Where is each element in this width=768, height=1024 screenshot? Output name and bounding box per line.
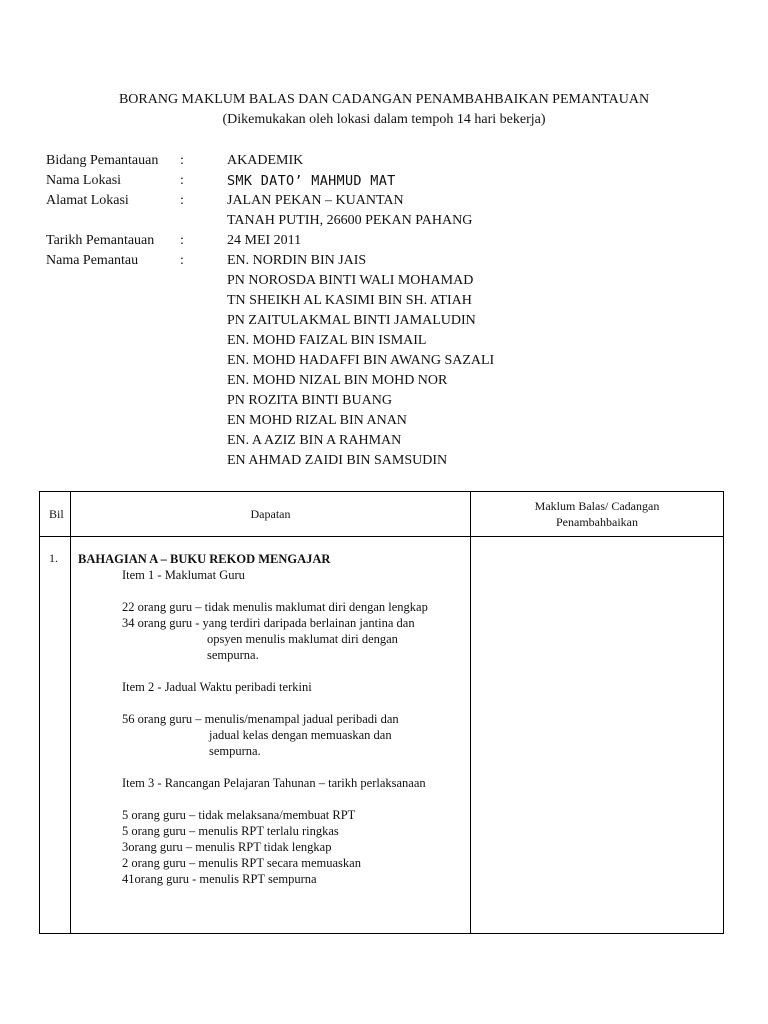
header-dapatan: Dapatan (71, 492, 471, 537)
bidang-value: AKADEMIK (227, 153, 304, 168)
alamat-line-1: JALAN PEKAN – KUANTAN (227, 193, 404, 208)
pemantau-name: EN. NORDIN BIN JAIS (227, 253, 367, 268)
item-1-finding-cont: sempurna. (207, 648, 259, 662)
item-1-finding: 34 orang guru - yang terdiri daripada berlainan jantina dan (122, 616, 415, 630)
item-2-finding: 56 orang guru – menulis/menampal jadual peribadi dan (122, 712, 399, 726)
nama-lokasi-label: Nama Lokasi (46, 173, 122, 188)
section-heading: BAHAGIAN A – BUKU REKOD MENGAJAR (78, 552, 331, 566)
alamat-line-2: TANAH PUTIH, 26600 PEKAN PAHANG (227, 213, 473, 228)
pemantau-name: PN ZAITULAKMAL BINTI JAMALUDIN (227, 313, 476, 328)
pemantau-name: PN NOROSDA BINTI WALI MOHAMAD (227, 273, 474, 288)
tarikh-label: Tarikh Pemantauan (46, 233, 155, 248)
item-2-title: Item 2 - Jadual Waktu peribadi terkini (122, 680, 312, 694)
pemantau-label: Nama Pemantau (46, 253, 139, 268)
findings-table (39, 491, 724, 934)
pemantau-name: PN ROZITA BINTI BUANG (227, 393, 392, 408)
item-1-finding: 22 orang guru – tidak menulis maklumat diri dengan lengkap (122, 600, 428, 614)
header-maklum-balas (471, 492, 724, 537)
nama-lokasi-value: SMK DATO’ MAHMUD MAT (227, 173, 396, 189)
tarikh-value: 24 MEI 2011 (227, 233, 302, 248)
colon: : (180, 153, 184, 168)
colon: : (180, 173, 184, 188)
item-3-finding: 41orang guru - menulis RPT sempurna (122, 872, 317, 886)
pemantau-name: EN. MOHD NIZAL BIN MOHD NOR (227, 373, 448, 388)
item-3-finding: 3orang guru – menulis RPT tidak lengkap (122, 840, 332, 854)
pemantau-name: EN. MOHD FAIZAL BIN ISMAIL (227, 333, 427, 348)
pemantau-name: EN MOHD RIZAL BIN ANAN (227, 413, 407, 428)
header-maklum-line-1: Maklum Balas/ Cadangan (534, 499, 660, 513)
row-dapatan (71, 537, 471, 934)
item-1-title: Item 1 - Maklumat Guru (122, 568, 245, 582)
item-1-finding-cont: opsyen menulis maklumat diri dengan (207, 632, 398, 646)
item-3-title: Item 3 - Rancangan Pelajaran Tahunan – tarikh perlaksanaan (122, 776, 426, 790)
document-subtitle: (Dikemukakan oleh lokasi dalam tempoh 14 hari bekerja) (222, 112, 546, 127)
header-maklum-line-2: Penambahbaikan (556, 515, 638, 529)
pemantau-name: EN. MOHD HADAFFI BIN AWANG SAZALI (227, 353, 495, 368)
pemantau-name: EN. A AZIZ BIN A RAHMAN (227, 433, 402, 448)
document-title: BORANG MAKLUM BALAS DAN CADANGAN PENAMBAHBAIKAN PEMANTAUAN (118, 92, 650, 107)
item-2-finding-cont: sempurna. (209, 744, 261, 758)
item-3-finding: 5 orang guru – tidak melaksana/membuat RPT (122, 808, 356, 822)
row-bil: 1. (40, 537, 71, 934)
header-bil: Bil (40, 492, 71, 537)
table-header-row (40, 492, 724, 537)
table-row (40, 537, 724, 934)
colon: : (180, 193, 184, 208)
row-maklum-balas (471, 537, 724, 934)
colon: : (180, 253, 184, 268)
item-3-finding: 2 orang guru – menulis RPT secara memuaskan (122, 856, 361, 870)
item-2-finding-cont: jadual kelas dengan memuaskan dan (209, 728, 392, 742)
alamat-label: Alamat Lokasi (46, 193, 129, 208)
bidang-label: Bidang Pemantauan (46, 153, 159, 168)
pemantau-name: TN SHEIKH AL KASIMI BIN SH. ATIAH (227, 293, 472, 308)
colon: : (180, 233, 184, 248)
item-3-finding: 5 orang guru – menulis RPT terlalu ringkas (122, 824, 339, 838)
pemantau-name: EN AHMAD ZAIDI BIN SAMSUDIN (227, 453, 448, 468)
